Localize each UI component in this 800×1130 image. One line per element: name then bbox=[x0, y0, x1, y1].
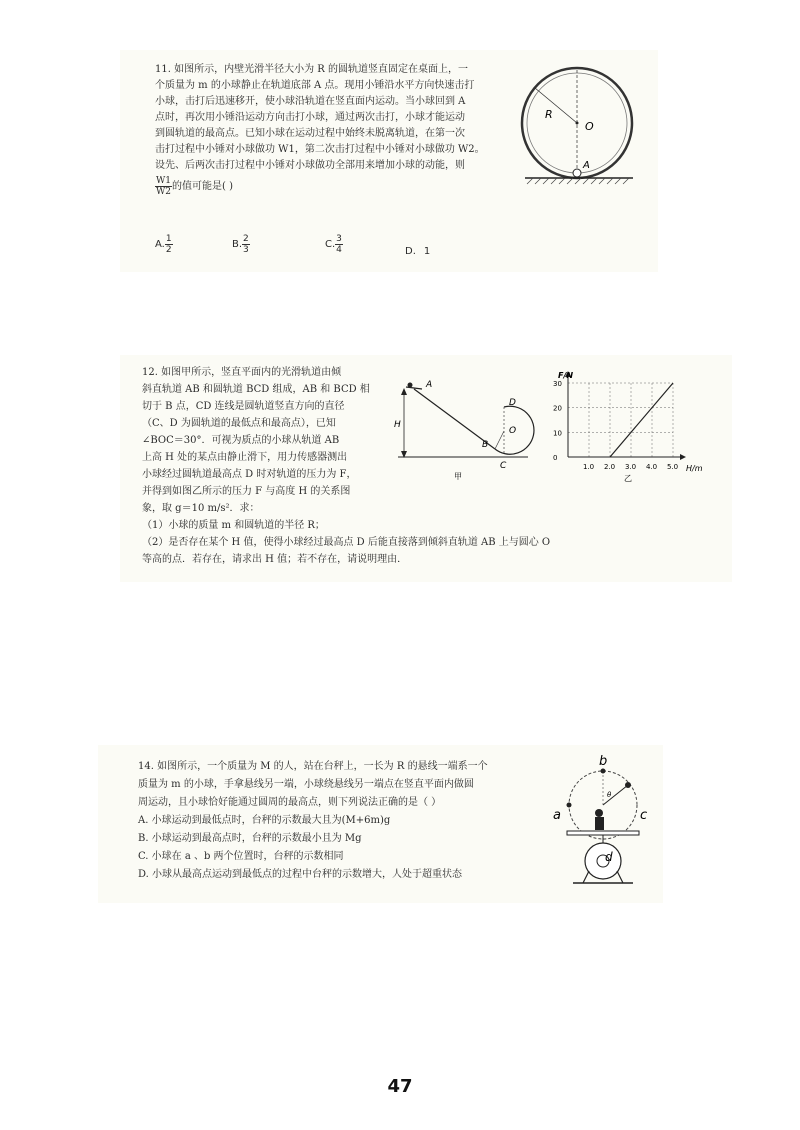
caption-yi: 乙 bbox=[624, 474, 632, 483]
option-den: 2 bbox=[165, 245, 172, 255]
option-letter: A. bbox=[155, 239, 165, 250]
top-platform bbox=[406, 387, 422, 389]
caption-jia: 甲 bbox=[454, 472, 462, 481]
ball-a bbox=[567, 803, 572, 808]
scale-leg-right bbox=[617, 871, 623, 883]
q11-option-d bbox=[405, 246, 430, 257]
label-c: c bbox=[640, 808, 648, 823]
option-fraction bbox=[242, 234, 250, 255]
q14-option-b: B. 小球运动到最高点时，台秤的示数最小且为 Mg bbox=[138, 833, 362, 844]
arrow-up-icon bbox=[401, 388, 407, 395]
graph-grid bbox=[568, 383, 673, 457]
option-num: 1 bbox=[165, 234, 172, 244]
label-theta: θ bbox=[607, 791, 612, 799]
ball-c bbox=[625, 782, 631, 788]
q12-line-7: 小球经过圆轨道最高点 D 时对轨道的压力为 F， bbox=[142, 469, 357, 480]
y-tick-label: 0 bbox=[553, 454, 558, 462]
radius-OB bbox=[495, 431, 504, 449]
q12-force-height-graph bbox=[538, 369, 718, 484]
y-axis-label: F/N bbox=[558, 371, 574, 380]
option-den: 3 bbox=[243, 245, 249, 255]
q14-line-1: 14. 如图所示，一个质量为 M 的人，站在台秤上，一长为 R 的悬线一端系一个 bbox=[138, 761, 488, 772]
q12-line-1: 12. 如图甲所示，竖直平面内的光滑轨道由倾 bbox=[142, 367, 342, 378]
option-value: 1 bbox=[423, 246, 431, 257]
q12-sub-2a: （2）是否存在某个 H 值，使得小球经过最高点 D 后能直接落到倾斜直轨道 AB 上与圆心 O bbox=[142, 537, 551, 548]
q11-line-4: 点时，再次用小锤沿运动方向击打小球，通过两次击打，小球才能运动 bbox=[155, 112, 465, 123]
label-H: H bbox=[394, 420, 401, 430]
option-num: 2 bbox=[243, 234, 249, 244]
q11-ratio-tail: 的值可能是( ) bbox=[171, 181, 233, 192]
option-letter: C. bbox=[325, 239, 336, 250]
q11-ratio-line bbox=[155, 176, 233, 197]
y-tick-labels bbox=[553, 380, 562, 462]
q14-line-3: 周运动，且小球恰好能通过圆周的最高点，则下列说法正确的是（ ） bbox=[138, 797, 442, 808]
option-letter: B. bbox=[232, 239, 243, 250]
label-C: C bbox=[500, 461, 507, 471]
y-tick-label: 30 bbox=[553, 380, 562, 388]
q11-line-1: 11. 如图所示，内壁光滑半径大小为 R 的圆轨道竖直固定在桌面上，一 bbox=[155, 64, 468, 75]
person-head bbox=[595, 809, 603, 817]
q12-line-3: 切于 B 点，CD 连线是圆轨道竖直方向的直径 bbox=[142, 401, 345, 412]
scale-dial bbox=[585, 843, 621, 879]
q11-line-7: 设先、后两次击打过程中小锤对小球做功全部用来增加小球的动能，则 bbox=[155, 160, 465, 171]
label-b: b bbox=[599, 754, 608, 769]
label-d: d bbox=[605, 850, 613, 864]
q12-line-9: 象，取 g＝10 m/s²．求： bbox=[142, 503, 260, 514]
x-tick-label: 1.0 bbox=[583, 463, 595, 471]
center-point bbox=[576, 122, 579, 125]
label-R: R bbox=[545, 108, 553, 121]
q11-frac-num: W1 bbox=[156, 176, 171, 186]
page-number: 47 bbox=[387, 1076, 413, 1097]
x-axis-arrow-icon bbox=[680, 454, 686, 460]
x-tick-label: 4.0 bbox=[646, 463, 658, 471]
q12-line-2: 斜直轨道 AB 和圆轨道 BCD 组成，AB 和 BCD 相 bbox=[142, 384, 370, 395]
question-14-card bbox=[98, 745, 663, 903]
q11-line-6: 击打过程中小锤对小球做功 W1，第二次击打过程中小锤对小球做功 W2。 bbox=[155, 144, 485, 155]
x-tick-label: 5.0 bbox=[667, 463, 679, 471]
ball bbox=[573, 169, 581, 177]
question-11-card bbox=[120, 50, 658, 272]
option-den: 4 bbox=[336, 245, 342, 255]
scale-platform bbox=[567, 831, 639, 835]
q11-option-b bbox=[232, 234, 250, 255]
x-axis-label: H/m bbox=[686, 464, 703, 473]
label-A: A bbox=[583, 160, 590, 171]
q14-scale-figure bbox=[553, 753, 658, 898]
label-O: O bbox=[585, 120, 594, 133]
option-fraction bbox=[165, 234, 173, 255]
q11-line-2: 个质量为 m 的小球静止在轨道底部 A 点。现用小锤沿水平方向快速击打 bbox=[155, 80, 475, 91]
radius-line bbox=[535, 88, 577, 123]
q12-line-8: 并得到如图乙所示的压力 F 与高度 H 的关系图 bbox=[142, 486, 351, 497]
label-a: a bbox=[553, 808, 561, 823]
ball-A bbox=[408, 383, 413, 388]
q11-ratio-fraction bbox=[155, 176, 172, 197]
series-line bbox=[610, 383, 673, 457]
y-tick-label: 20 bbox=[553, 404, 562, 413]
ball-b bbox=[601, 769, 606, 774]
label-A: A bbox=[426, 380, 433, 390]
q12-line-4: （C、D 为圆轨道的最低点和最高点），已知 bbox=[142, 418, 336, 429]
q11-frac-den: W2 bbox=[156, 187, 171, 197]
option-letter: D. bbox=[405, 246, 416, 257]
x-tick-label: 3.0 bbox=[625, 463, 637, 471]
q14-option-c: C. 小球在 a 、b 两个位置时，台秤的示数相同 bbox=[138, 851, 344, 862]
q14-option-a: A. 小球运动到最低点时，台秤的示数最大且为(M+6m)g bbox=[138, 815, 391, 826]
question-12-card bbox=[120, 355, 732, 582]
q11-option-c bbox=[325, 234, 343, 255]
q12-sub-1: （1）小球的质量 m 和圆轨道的半径 R； bbox=[142, 520, 325, 531]
x-tick-labels bbox=[583, 463, 678, 471]
option-num: 3 bbox=[336, 234, 342, 244]
q11-line-3: 小球，击打后迅速移开，使小球沿轨道在竖直面内运动。当小球回到 A bbox=[155, 96, 466, 107]
q12-sub-2b: 等高的点．若存在，请求出 H 值；若不存在，请说明理由． bbox=[142, 554, 408, 565]
option-fraction bbox=[335, 234, 343, 255]
q12-line-5: ∠BOC＝30°．可视为质点的小球从轨道 AB bbox=[142, 435, 340, 446]
y-tick-label: 10 bbox=[553, 429, 562, 438]
q11-option-a bbox=[155, 234, 173, 255]
q14-option-d: D. 小球从最高点运动到最低点的过程中台秤的示数增大，人处于超重状态 bbox=[138, 869, 463, 880]
q11-line-5: 到圆轨道的最高点。已知小球在运动过程中始终未脱离轨道，在第一次 bbox=[155, 128, 465, 139]
q14-line-2: 质量为 m 的小球，手拿悬线另一端，小球绕悬线另一端点在竖直平面内做圆 bbox=[138, 779, 474, 790]
person-body bbox=[595, 817, 604, 830]
q12-line-6: 上高 H 处的某点由静止滑下，用力传感器测出 bbox=[142, 452, 348, 463]
label-B: B bbox=[482, 440, 489, 450]
q12-track-figure bbox=[392, 375, 542, 485]
scale-leg-left bbox=[583, 871, 589, 883]
label-D: D bbox=[509, 398, 516, 408]
x-tick-label: 2.0 bbox=[604, 463, 616, 471]
q11-circle-track-figure bbox=[515, 56, 650, 186]
label-O: O bbox=[509, 426, 517, 436]
